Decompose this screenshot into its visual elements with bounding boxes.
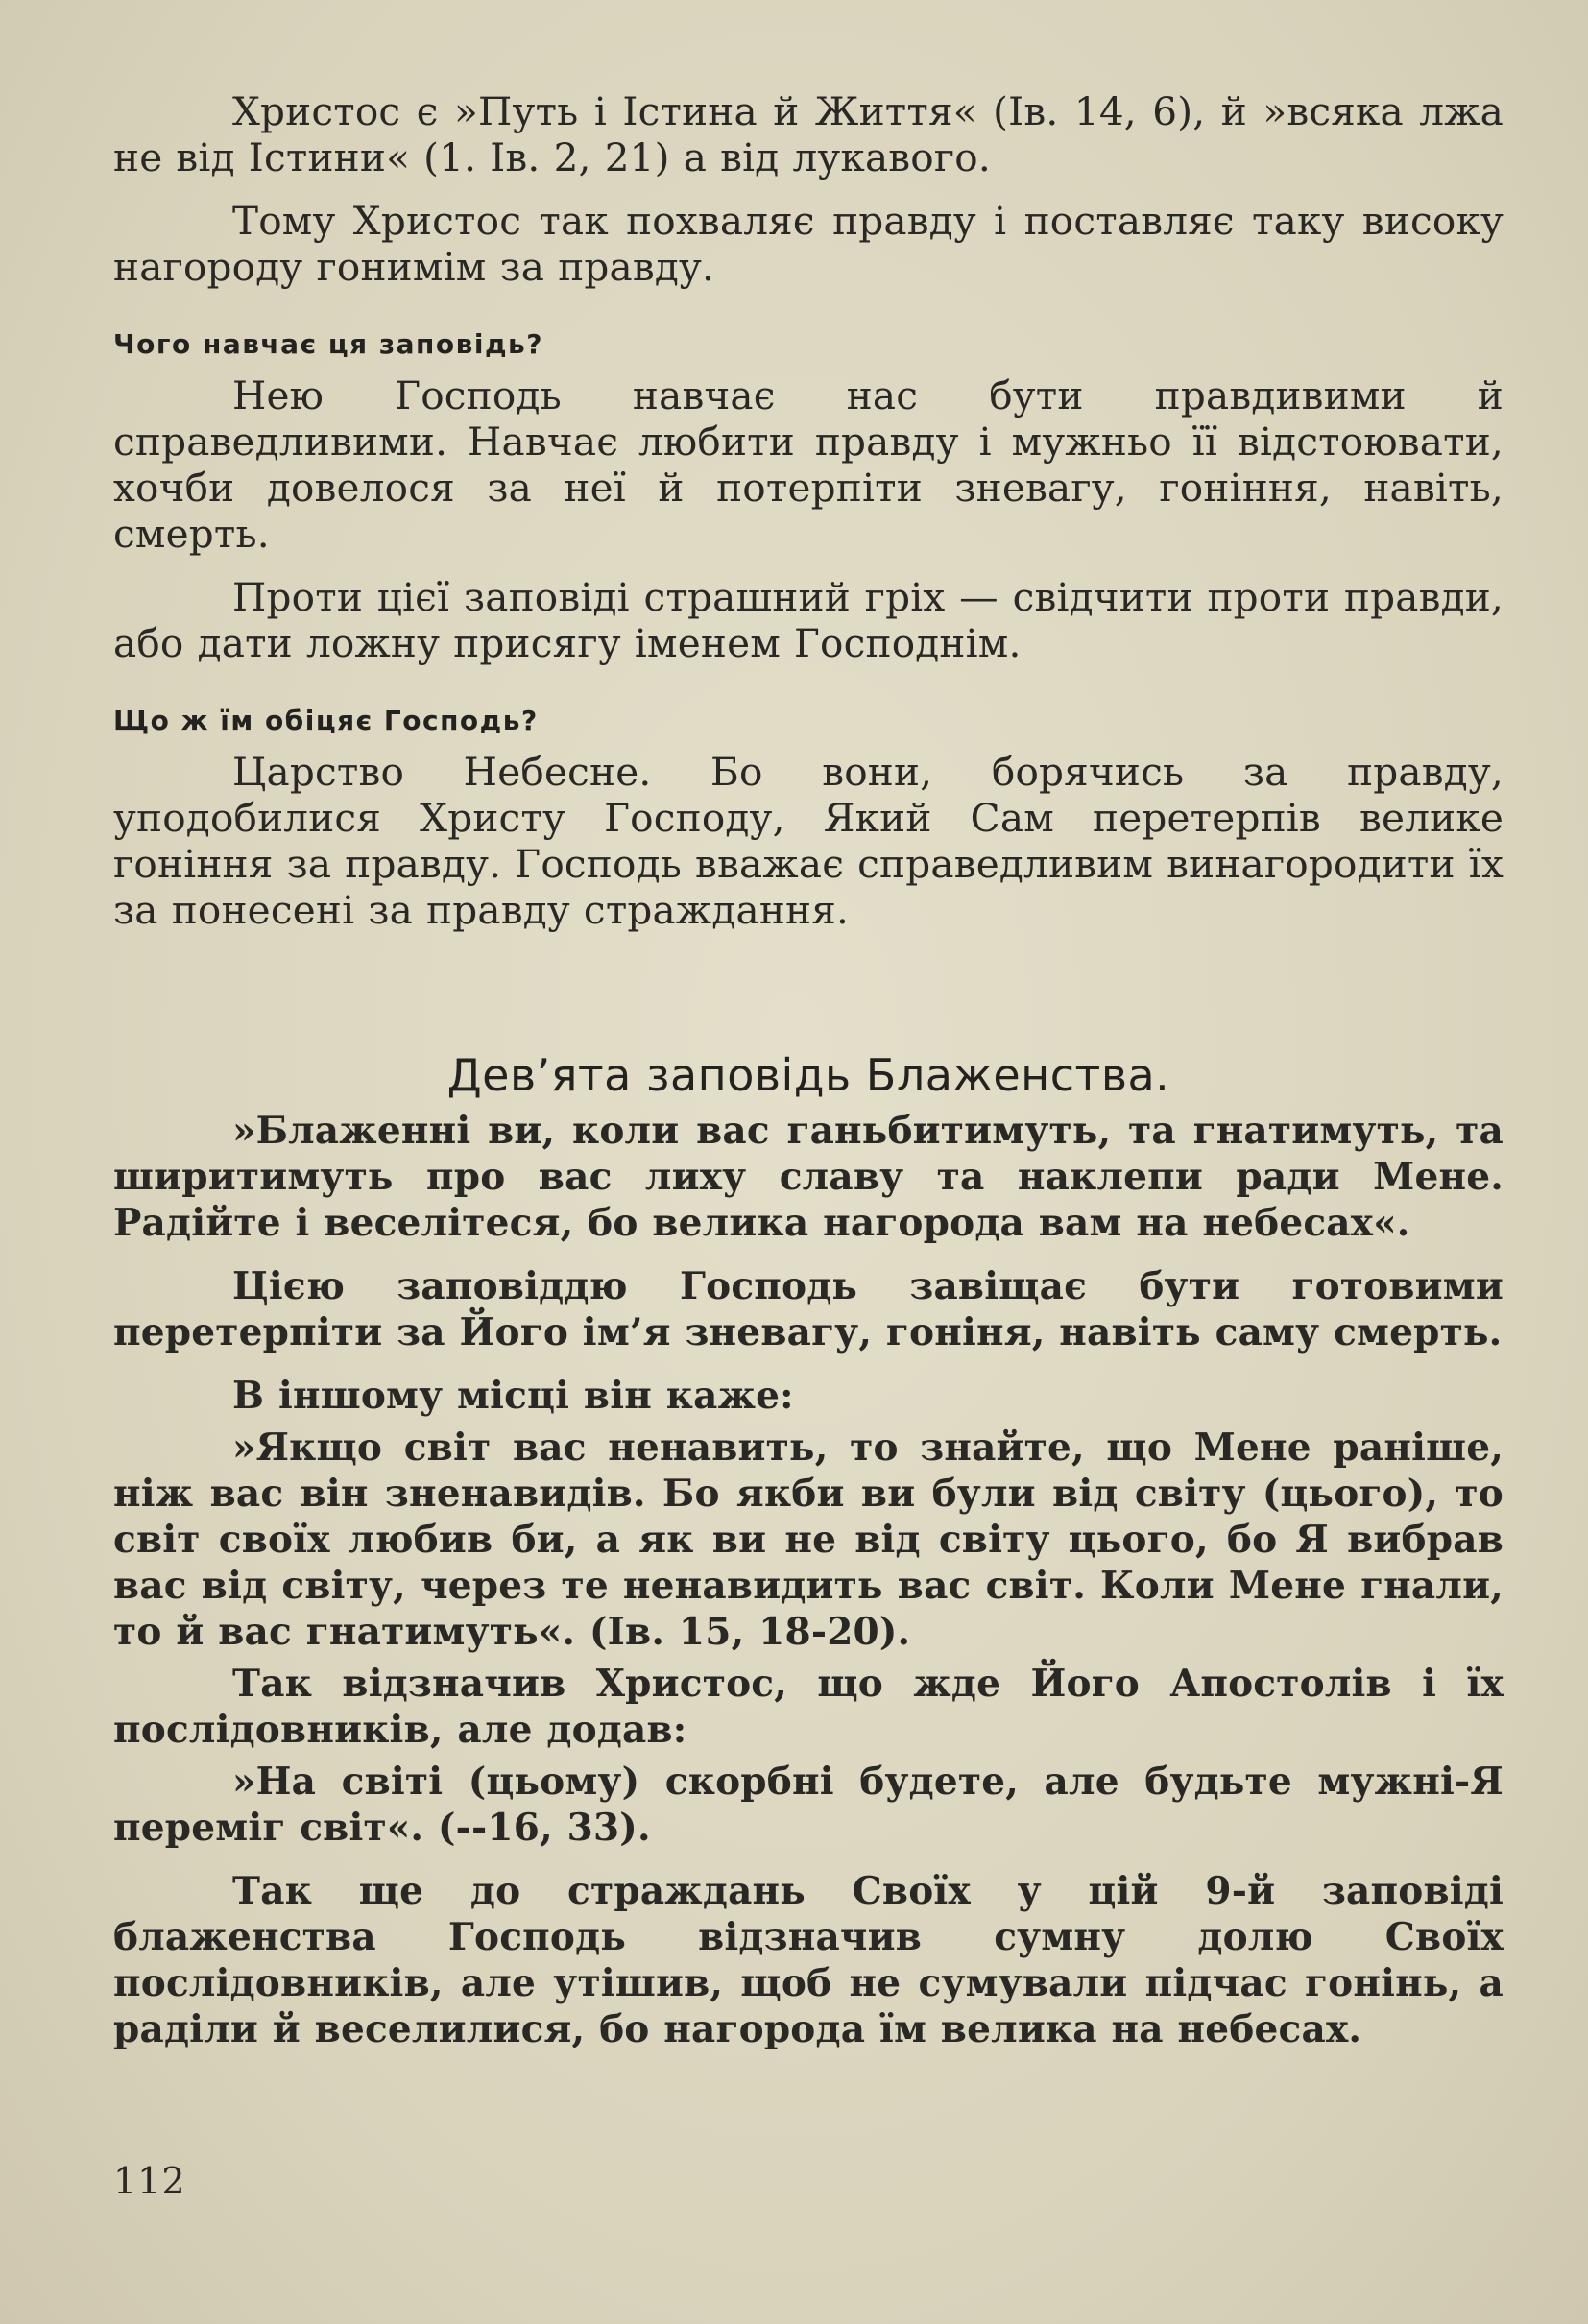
question-what-promises: Що ж їм обіцяє Господь? bbox=[113, 705, 539, 736]
section-quote-john-16: »На світі (цьому) скорбні будете, але будьте мужні-Я переміг світ«. (--16, 33). bbox=[113, 1760, 1504, 1850]
paragraph-christ-truth: Христос є »Путь і Істина й Життя« (Ів. 14, 6), й »всяка лжа не від Істини« (1. Ів. 2, 21) а від лукавого. bbox=[113, 88, 1504, 180]
answer-what-teaches-2: Проти цієї заповіді страшний гріх — свідчити проти правди, або дати ложну присягу іменем Господнім. bbox=[113, 574, 1504, 666]
beatitude-quote: »Блаженні ви, коли вас ганьбитимуть, та гнатимуть, та ширитимуть про вас лиху славу та наклепи ради Мене. Радійте і веселітеся, бо велика нагорода вам на небесах«. bbox=[113, 1109, 1504, 1245]
section-paragraph-1: Цією заповіддю Господь завіщає бути готовими перетерпіти за Його ім’я зневагу, гоніня, навіть саму смерть. bbox=[113, 1264, 1504, 1354]
answer-what-teaches-1: Нею Господь навчає нас бути правдивими й справедливими. Навчає любити правду і мужньо її відстоювати, хочби довелося за неї й потерпіти зневагу, гоніння, навіть, смерть. bbox=[113, 372, 1504, 557]
question-what-teaches: Чого навчає ця заповідь? bbox=[113, 328, 544, 360]
page-number: 112 bbox=[113, 2160, 186, 2202]
paragraph-reward: Тому Христос так похваляє правду і поставляє таку високу нагороду гонимім за правду. bbox=[113, 198, 1504, 290]
section-quote-john-15: »Якщо світ вас ненавить, то знайте, що Мене раніше, ніж вас він зненавидів. Бо якби ви були від світу (цього), то світ своїх любив би, а як ви не від світу цього, бо Я вибрав вас від світу, через те ненавидить вас світ. Коли Мене гнали, то й вас гнатимуть«. (Ів. 15, 18-20). bbox=[113, 1426, 1504, 1654]
section-paragraph-4: Так відзначив Христос, що жде Його Апостолів і їх послідовників, але додав: bbox=[113, 1662, 1504, 1752]
page-content bbox=[113, 88, 1504, 2052]
section-heading: Дев’ята заповідь Блаженства. bbox=[446, 1049, 1170, 1101]
section-paragraph-2: В іншому місці він каже: bbox=[232, 1374, 794, 1418]
section-paragraph-6: Так ще до страждань Своїх у цій 9-й заповіді блаженства Господь відзначив сумну долю Своїх послідовників, але утішив, щоб не сумували підчас гонінь, а раділи й веселилися, бо нагорода їм велика на небесах. bbox=[113, 1869, 1504, 2051]
answer-what-promises: Царство Небесне. Бо вони, борячись за правду, уподобилися Христу Господу, Який Сам перетерпів велике гоніння за правду. Господь вважає справедливим винагородити їх за понесені за правду страждання. bbox=[113, 749, 1504, 933]
